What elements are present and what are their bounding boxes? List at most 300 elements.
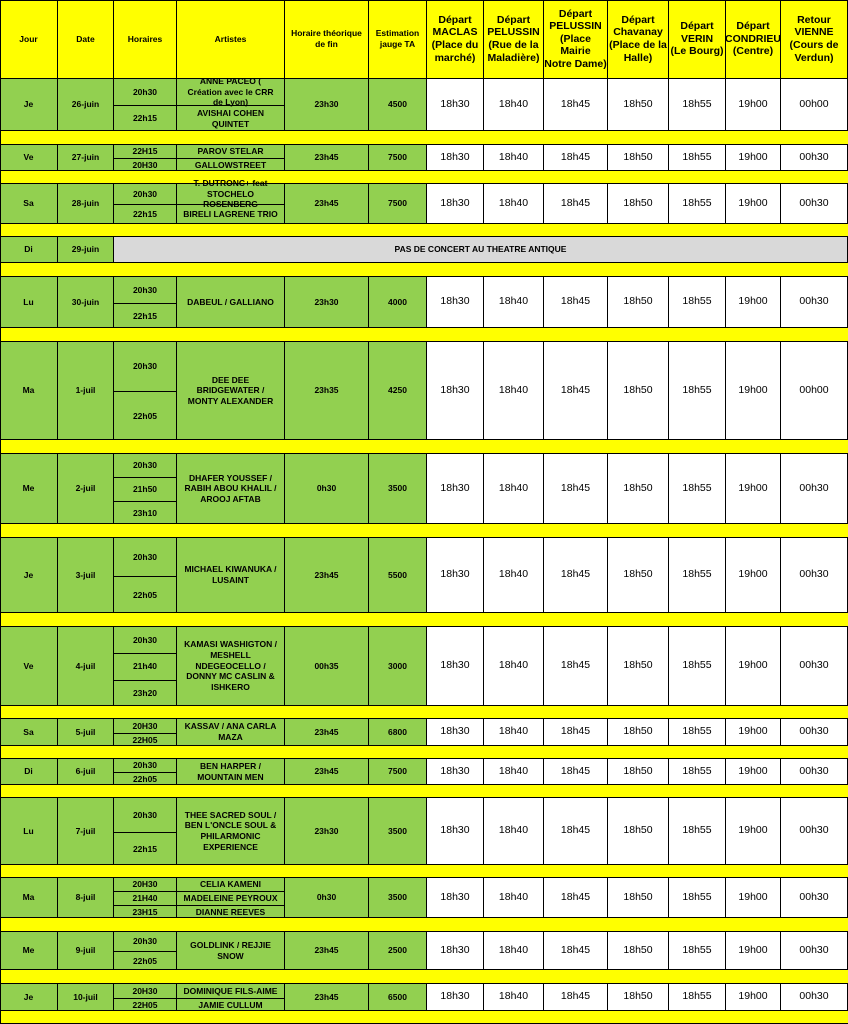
end-time-cell (285, 145, 369, 171)
departure-time-cell (608, 984, 669, 1011)
departure-time-cell (427, 454, 484, 524)
end-time-value: 23h30 (314, 825, 339, 836)
departure-time-cell (427, 719, 484, 746)
day-cell (0, 538, 58, 613)
departure-time-value: 18h40 (498, 97, 529, 110)
departure-time-value: 18h45 (560, 659, 591, 672)
horaire-slot (114, 204, 176, 224)
departure-time-cell (669, 538, 726, 613)
date-cell (58, 878, 114, 918)
departure-time-value: 18h30 (440, 725, 470, 738)
departure-time-value: 19h00 (738, 725, 768, 738)
departure-time-value: 18h40 (498, 990, 529, 1003)
capacity-cell (369, 277, 427, 328)
capacity-value: 7500 (388, 152, 407, 163)
departure-time-cell (427, 538, 484, 613)
header-departure-label: Départ (736, 20, 770, 33)
departure-time-cell (726, 79, 781, 131)
capacity-cell (369, 878, 427, 918)
departure-time-cell (608, 878, 669, 918)
horaire-slot (114, 878, 176, 891)
departure-time-value: 18h30 (440, 150, 470, 163)
departure-time-value: 18h30 (440, 383, 470, 396)
departure-time-cell (726, 627, 781, 706)
horaire-value: 23H15 (132, 906, 158, 917)
departure-time-cell (669, 454, 726, 524)
horaire-slot (114, 501, 176, 524)
end-time-cell (285, 342, 369, 440)
date-label: 1-juil (75, 385, 96, 396)
departure-time-cell (781, 719, 848, 746)
artist-name: PAROV STELAR (197, 146, 264, 157)
artist-name: KAMASI WASHIGTON / MESHELL NDEGEOCELLO / DONNY MC CASLIN & ISHKERO (184, 639, 277, 692)
departure-time-value: 18h55 (682, 725, 712, 738)
header-departure-1 (427, 0, 484, 79)
departure-time-cell (544, 184, 608, 224)
horaire-slot (114, 477, 176, 500)
artistes-cell (177, 878, 285, 918)
departure-time-cell (726, 184, 781, 224)
departure-time-value: 18h55 (682, 890, 712, 903)
end-time-value: 23h35 (314, 385, 339, 396)
departure-time-cell (726, 984, 781, 1011)
horaire-slot (114, 951, 176, 970)
departure-time-cell (781, 454, 848, 524)
departure-time-value: 18h55 (682, 196, 712, 209)
horaire-value: 20h30 (132, 634, 158, 645)
header-jauge-label: Estimation (375, 28, 420, 39)
header-departure-label: Chavanay (613, 26, 663, 39)
row-separator (0, 746, 848, 759)
artist-name: GALLOWSTREET (194, 159, 267, 170)
capacity-cell (369, 627, 427, 706)
departure-time-value: 00h30 (799, 890, 829, 903)
departure-time-value: 18h40 (498, 481, 529, 494)
horaire-value: 20h30 (132, 760, 158, 771)
departure-time-cell (544, 627, 608, 706)
day-label: Di (24, 766, 33, 777)
date-cell (58, 719, 114, 746)
capacity-cell (369, 145, 427, 171)
departure-time-cell (669, 719, 726, 746)
row-separator (0, 171, 848, 184)
horaire-value: 20h30 (132, 809, 158, 820)
artistes-cell (177, 342, 285, 440)
header-date-label: Date (76, 33, 95, 44)
artistes-cell (177, 627, 285, 706)
end-time-value: 00h35 (314, 660, 339, 671)
departure-time-cell (484, 984, 544, 1011)
row-separator (0, 785, 848, 798)
horaires-cell (114, 79, 177, 131)
capacity-value: 7500 (388, 766, 407, 777)
horaires-cell (114, 719, 177, 746)
artistes-cell (177, 277, 285, 328)
departure-time-value: 00h30 (799, 659, 829, 672)
date-label: 8-juil (75, 892, 96, 903)
end-time-value: 0h30 (316, 892, 337, 903)
artist-name: BIRELI LAGRENE TRIO (183, 209, 278, 220)
horaire-value: 20h30 (132, 551, 158, 562)
horaire-slot (114, 303, 176, 329)
horaire-slot (114, 772, 176, 785)
departure-time-cell (484, 184, 544, 224)
horaire-value: 20h30 (132, 284, 158, 295)
horaire-value: 20H30 (132, 985, 158, 996)
end-time-value: 23h45 (314, 726, 339, 737)
departure-time-value: 18h30 (440, 97, 470, 110)
departure-time-cell (669, 798, 726, 865)
departure-time-cell (544, 932, 608, 970)
horaires-cell (114, 277, 177, 328)
end-time-cell (285, 932, 369, 970)
departure-time-value: 00h30 (799, 196, 829, 209)
date-cell (58, 984, 114, 1011)
departure-time-cell (484, 759, 544, 785)
departure-time-cell (484, 79, 544, 131)
artist-name: GOLDLINK / REJJIE SNOW (190, 939, 271, 961)
departure-time-cell (781, 798, 848, 865)
departure-time-value: 18h50 (623, 295, 653, 308)
horaires-cell (114, 627, 177, 706)
end-time-cell (285, 454, 369, 524)
departure-time-value: 18h50 (623, 990, 653, 1003)
day-cell (0, 719, 58, 746)
departure-time-cell (427, 277, 484, 328)
departure-time-value: 18h40 (498, 383, 529, 396)
capacity-value: 3500 (388, 483, 407, 494)
departure-time-cell (608, 627, 669, 706)
departure-time-value: 18h40 (498, 725, 529, 738)
departure-time-value: 19h00 (738, 764, 768, 777)
end-time-cell (285, 627, 369, 706)
horaire-slot (114, 391, 176, 440)
header-departure-3 (544, 0, 608, 79)
horaire-value: 20H30 (132, 159, 158, 170)
row-separator (0, 224, 848, 237)
horaire-slot (114, 454, 176, 477)
horaires-cell (114, 932, 177, 970)
day-cell (0, 237, 58, 263)
date-cell (58, 79, 114, 131)
departure-time-cell (781, 627, 848, 706)
end-time-value: 23h30 (314, 99, 339, 110)
row-separator (0, 131, 848, 145)
departure-time-cell (781, 759, 848, 785)
day-cell (0, 798, 58, 865)
horaire-value: 21h50 (132, 483, 158, 494)
capacity-value: 6800 (388, 726, 407, 737)
departure-time-value: 18h45 (560, 295, 591, 308)
departure-time-value: 18h55 (682, 97, 712, 110)
no-concert-banner (114, 237, 848, 263)
row-separator (0, 328, 848, 342)
horaire-value: 22h05 (132, 590, 158, 601)
departure-time-cell (608, 798, 669, 865)
artist-name: MADELEINE PEYROUX (183, 892, 278, 903)
departure-time-value: 00h30 (799, 150, 829, 163)
horaire-slot (114, 798, 176, 832)
departure-time-cell (726, 454, 781, 524)
departure-time-value: 19h00 (738, 196, 768, 209)
header-fin-label: de fin (315, 39, 338, 49)
end-time-cell (285, 79, 369, 131)
date-cell (58, 798, 114, 865)
horaire-value: 23h10 (132, 507, 158, 518)
date-cell (58, 237, 114, 263)
departure-time-cell (484, 145, 544, 171)
artist-name: DIANNE REEVES (195, 906, 266, 917)
horaires-cell (114, 145, 177, 171)
capacity-value: 5500 (388, 569, 407, 580)
header-departure-2 (484, 0, 544, 79)
departure-time-value: 00h00 (799, 97, 829, 110)
departure-time-value: 18h40 (498, 196, 529, 209)
departure-time-cell (608, 538, 669, 613)
day-label: Je (23, 991, 34, 1002)
day-cell (0, 932, 58, 970)
departure-time-cell (608, 79, 669, 131)
departure-time-cell (484, 719, 544, 746)
departure-time-value: 18h50 (623, 943, 653, 956)
day-cell (0, 454, 58, 524)
departure-time-value: 00h30 (799, 725, 829, 738)
departure-time-value: 18h40 (498, 890, 529, 903)
capacity-value: 6500 (388, 991, 407, 1002)
departure-time-value: 18h40 (498, 659, 529, 672)
day-label: Ve (23, 660, 34, 671)
departure-time-cell (726, 277, 781, 328)
artist-slot (177, 878, 284, 891)
day-cell (0, 984, 58, 1011)
horaire-value: 21h40 (132, 661, 158, 672)
artistes-cell (177, 759, 285, 785)
header-departure-label: Halle) (623, 51, 653, 64)
departure-time-cell (484, 878, 544, 918)
departure-time-cell (427, 932, 484, 970)
horaire-value: 22h15 (132, 113, 158, 124)
end-time-value: 23h45 (314, 766, 339, 777)
departure-time-value: 18h45 (560, 890, 591, 903)
departure-time-cell (608, 759, 669, 785)
header-artistes (177, 0, 285, 79)
departure-time-cell (781, 79, 848, 131)
departure-time-cell (726, 798, 781, 865)
departure-time-cell (726, 878, 781, 918)
artist-slot (177, 984, 284, 998)
departure-time-value: 18h55 (682, 383, 712, 396)
departure-time-cell (544, 759, 608, 785)
row-separator (0, 524, 848, 538)
horaire-value: 22h15 (132, 311, 158, 322)
horaire-slot (114, 932, 176, 951)
header-departure-label: marché) (434, 51, 476, 64)
departure-time-value: 18h45 (560, 481, 591, 494)
horaire-slot (114, 832, 176, 866)
date-cell (58, 145, 114, 171)
departure-time-cell (669, 759, 726, 785)
date-label: 26-juin (71, 99, 100, 110)
horaires-cell (114, 759, 177, 785)
horaires-cell (114, 878, 177, 918)
departure-time-value: 18h55 (682, 824, 712, 837)
horaire-slot (114, 905, 176, 918)
departure-time-value: 19h00 (738, 659, 768, 672)
departure-time-value: 18h40 (498, 568, 529, 581)
departure-time-value: 18h55 (682, 295, 712, 308)
departure-time-value: 18h55 (682, 990, 712, 1003)
date-label: 4-juil (75, 660, 96, 671)
departure-time-cell (669, 984, 726, 1011)
departure-time-cell (484, 932, 544, 970)
date-cell (58, 932, 114, 970)
departure-time-value: 18h55 (682, 943, 712, 956)
departure-time-cell (427, 79, 484, 131)
departure-time-cell (781, 878, 848, 918)
departure-time-value: 18h50 (623, 383, 653, 396)
header-departure-4 (608, 0, 669, 79)
departure-time-value: 19h00 (738, 943, 768, 956)
header-departure-label: PELUSSIN (549, 20, 602, 33)
date-label: 30-juin (71, 296, 100, 307)
departure-time-cell (781, 342, 848, 440)
artist-name: DEE DEE BRIDGEWATER / MONTY ALEXANDER (187, 374, 274, 406)
departure-time-cell (427, 798, 484, 865)
capacity-cell (369, 454, 427, 524)
artist-name: BEN HARPER / MOUNTAIN MEN (197, 760, 264, 782)
capacity-value: 2500 (388, 945, 407, 956)
departure-time-cell (484, 454, 544, 524)
horaire-value: 20h30 (132, 460, 158, 471)
capacity-value: 4250 (388, 385, 407, 396)
end-time-cell (285, 878, 369, 918)
departure-time-cell (608, 719, 669, 746)
horaire-value: 20h30 (132, 86, 158, 97)
header-horaires (114, 0, 177, 79)
capacity-value: 7500 (388, 198, 407, 209)
date-cell (58, 277, 114, 328)
departure-time-value: 00h30 (799, 568, 829, 581)
artistes-cell (177, 76, 285, 131)
horaire-slot (114, 277, 176, 303)
departure-time-cell (427, 878, 484, 918)
capacity-cell (369, 984, 427, 1011)
date-label: 9-juil (75, 945, 96, 956)
artistes-cell (177, 454, 285, 524)
header-horaires-label: Horaires (127, 33, 163, 44)
header-departure-label: (Place Mairie (560, 32, 591, 58)
horaires-cell (114, 538, 177, 613)
departure-time-value: 18h45 (560, 383, 591, 396)
horaire-slot (114, 105, 176, 131)
departure-time-cell (726, 719, 781, 746)
horaire-slot (114, 79, 176, 105)
day-label: Lu (23, 825, 34, 836)
artist-slot (177, 105, 284, 131)
departure-time-value: 18h45 (560, 725, 591, 738)
horaires-cell (114, 342, 177, 440)
row-separator (0, 970, 848, 984)
horaire-slot (114, 158, 176, 171)
date-label: 6-juil (75, 766, 96, 777)
header-date (58, 0, 114, 79)
day-label: Je (23, 569, 34, 580)
departure-time-value: 18h50 (623, 97, 653, 110)
departure-time-cell (608, 184, 669, 224)
departure-time-value: 18h30 (440, 990, 470, 1003)
departure-time-value: 18h50 (623, 764, 653, 777)
capacity-cell (369, 184, 427, 224)
departure-time-value: 18h30 (440, 824, 470, 837)
departure-time-cell (544, 454, 608, 524)
departure-time-cell (726, 538, 781, 613)
departure-time-value: 18h55 (682, 568, 712, 581)
date-cell (58, 184, 114, 224)
departure-time-value: 00h30 (799, 943, 829, 956)
artist-slot (177, 158, 284, 171)
header-departure-label: (Place du (431, 39, 479, 51)
header-departure-label: CONDRIEU (725, 32, 782, 45)
horaire-value: 22h05 (132, 955, 158, 966)
date-label: 10-juil (73, 991, 98, 1002)
horaire-value: 23h20 (132, 688, 158, 699)
date-cell (58, 538, 114, 613)
artist-name: CELIA KAMENI (199, 879, 262, 890)
departure-time-cell (484, 798, 544, 865)
departure-time-cell (427, 984, 484, 1011)
departure-time-cell (781, 932, 848, 970)
header-departure-label: (Rue de la (488, 39, 539, 51)
capacity-cell (369, 719, 427, 746)
row-separator (0, 706, 848, 719)
capacity-cell (369, 932, 427, 970)
row-separator (0, 1011, 848, 1024)
artist-name: THEE SACRED SOUL / BEN L'ONCLE SOUL & PHILARMONIC EXPERIENCE (184, 809, 277, 852)
horaire-value: 22h05 (132, 410, 158, 421)
departure-time-value: 18h30 (440, 568, 470, 581)
departure-time-value: 18h40 (498, 150, 529, 163)
header-departure-label: Verdun) (794, 51, 834, 64)
departure-time-value: 18h45 (560, 990, 591, 1003)
artistes-cell (177, 538, 285, 613)
departure-time-cell (726, 759, 781, 785)
departure-time-value: 00h30 (799, 764, 829, 777)
departure-time-cell (781, 277, 848, 328)
date-cell (58, 759, 114, 785)
horaires-cell (114, 184, 177, 224)
end-time-value: 23h30 (314, 296, 339, 307)
row-separator (0, 613, 848, 627)
artist-slot (177, 998, 284, 1012)
departure-time-cell (544, 984, 608, 1011)
departure-time-cell (781, 145, 848, 171)
departure-time-value: 00h30 (799, 824, 829, 837)
horaire-value: 20h30 (132, 936, 158, 947)
departure-time-value: 18h50 (623, 824, 653, 837)
departure-time-cell (781, 538, 848, 613)
horaires-cell (114, 798, 177, 865)
day-label: Ma (22, 892, 35, 903)
departure-time-cell (484, 342, 544, 440)
date-label: 27-juin (71, 152, 100, 163)
header-fin-label: Horaire théorique (291, 28, 362, 39)
row-separator (0, 440, 848, 454)
date-label: 3-juil (75, 569, 96, 580)
capacity-value: 3500 (388, 892, 407, 903)
header-departure-label: Départ (496, 13, 531, 26)
artistes-cell (177, 932, 285, 970)
header-departure-label: Notre Dame) (544, 57, 607, 70)
